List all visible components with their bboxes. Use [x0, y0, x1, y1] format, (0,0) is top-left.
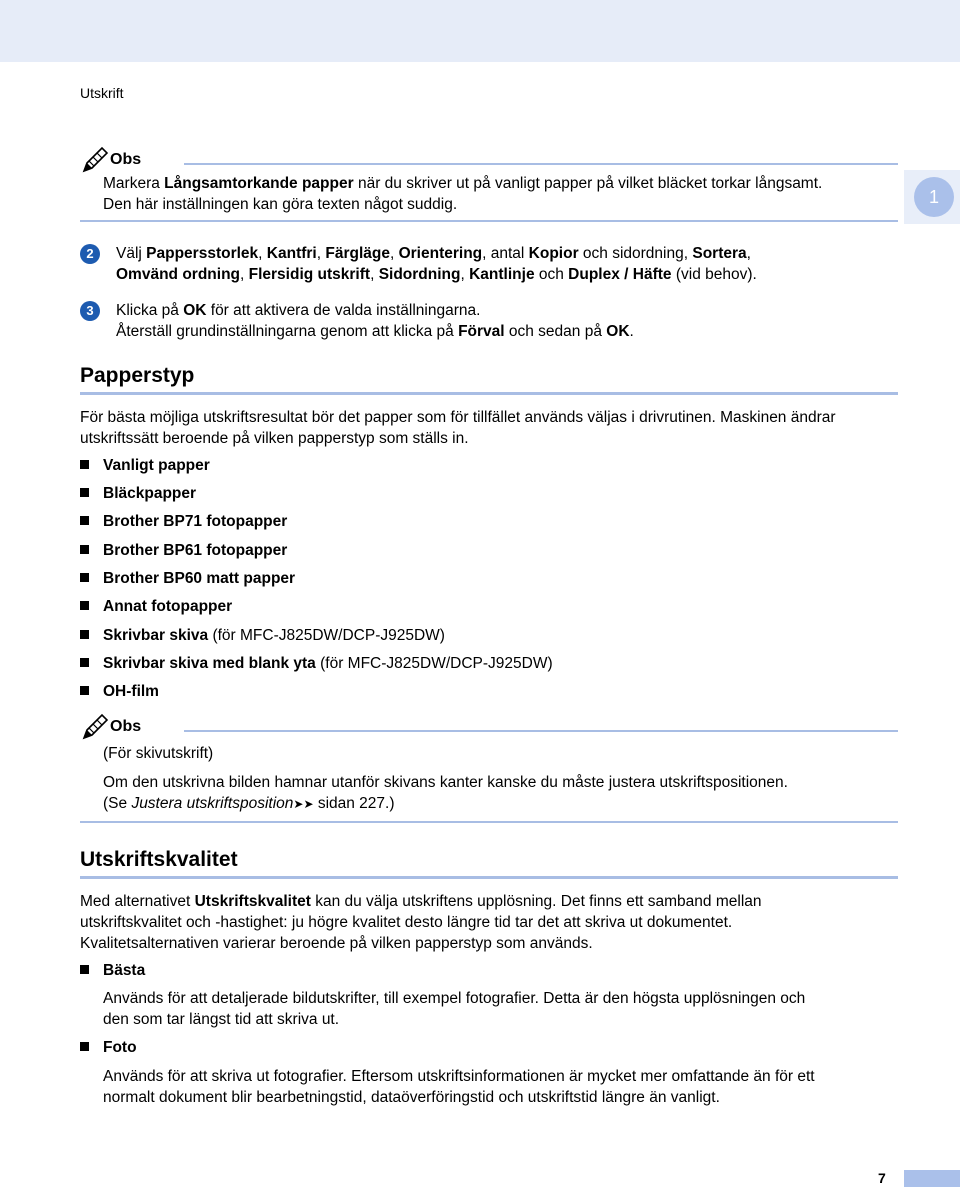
note-rule [184, 730, 898, 732]
list-item: Skrivbar skiva (för MFC-J825DW/DCP-J925DW) [80, 625, 900, 646]
list-item: Annat fotopapper [80, 596, 900, 617]
top-banner [0, 0, 960, 62]
step-text: Klicka på OK för att aktivera de valda inställningarna. Återställ grundinställningarna genom att klicka på Förval och sedan på OK. [116, 302, 634, 340]
list-item: OH-film [80, 681, 900, 702]
list-item: Brother BP60 matt papper [80, 568, 900, 589]
list-item: Bästa [80, 960, 900, 981]
section-utskriftskvalitet [80, 848, 898, 879]
note-bottom-rule [80, 220, 898, 222]
section-rule [80, 392, 898, 395]
note-title: Obs [110, 718, 142, 735]
chapter-number: 1 [914, 177, 954, 217]
page-number: 7 [878, 1170, 886, 1186]
list-item-description: Används för att detaljerade bildutskrifter, till exempel fotografier. Detta är den högsta upplösningen och den som tar längst tid att skriva ut. [103, 990, 806, 1028]
list-item: Skrivbar skiva med blank yta (för MFC-J825DW/DCP-J925DW) [80, 653, 900, 674]
chapter-tab [904, 170, 960, 224]
list-item: Bläckpapper [80, 483, 900, 504]
list-item: Brother BP71 fotopapper [80, 511, 900, 532]
step-number: 2 [80, 244, 100, 264]
section-intro: Med alternativet Utskriftskvalitet kan du välja utskriftens upplösning. Det finns ett samband mellan utskriftskvalitet och -hastighet: ju högre kvalitet desto längre tid tar det att skriva ut dokumentet. Kvalitetsalternativen varierar beroende på vilken papperstyp som används. [80, 893, 762, 952]
step-number: 3 [80, 301, 100, 321]
double-arrow-icon: ➤➤ [293, 797, 314, 811]
section-intro: För bästa möjliga utskriftsresultat bör det papper som för tillfället används väljas i drivrutinen. Maskinen ändrar utskriftssätt beroende på vilken papperstyp som ställs in. [80, 409, 836, 447]
section-title: Papperstyp [80, 364, 195, 387]
section-rule [80, 876, 898, 879]
step-text: Välj Pappersstorlek, Kantfri, Färgläge, Orientering, antal Kopior och sidordning, Sortera, Omvänd ordning, Flersidig utskrift, Sidordning, Kantlinje och Duplex / Häfte (vid behov). [116, 245, 757, 283]
note-text: Markera Långsamtorkande papper när du skriver ut på vanligt papper på vilket bläcket torkar långsamt. Den här inställningen kan göra texten något suddig. [103, 175, 823, 213]
list-item: Vanligt papper [80, 455, 900, 476]
section-papperstyp [80, 364, 898, 395]
list-item-description: Används för att skriva ut fotografier. Eftersom utskriftsinformationen är mycket mer omfattande än för ett normalt dokument blir bearbetningstid, dataöverföringstid och utskriftstid längre än vanligt. [103, 1068, 815, 1106]
step-3 [80, 300, 900, 342]
note-rule [184, 163, 898, 165]
note-box [80, 145, 898, 222]
cross-reference-link[interactable]: Justera utskriftsposition [131, 795, 294, 812]
note-pencil-icon [82, 145, 112, 173]
list-item: Foto [80, 1037, 900, 1058]
step-2 [80, 243, 900, 285]
running-header: Utskrift [80, 85, 124, 101]
note-pencil-icon [82, 712, 112, 740]
list-item: Brother BP61 fotopapper [80, 540, 900, 561]
note-bottom-rule [80, 821, 898, 823]
section-title: Utskriftskvalitet [80, 848, 238, 871]
note-title: Obs [110, 151, 142, 168]
note-box [80, 712, 898, 823]
footer-tab [904, 1170, 960, 1187]
note-text: (För skivutskrift) Om den utskrivna bilden hamnar utanför skivans kanter kanske du måste justera utskriftspositionen. (Se Justera utskriftsposition➤➤ sidan 227.) [103, 745, 788, 812]
